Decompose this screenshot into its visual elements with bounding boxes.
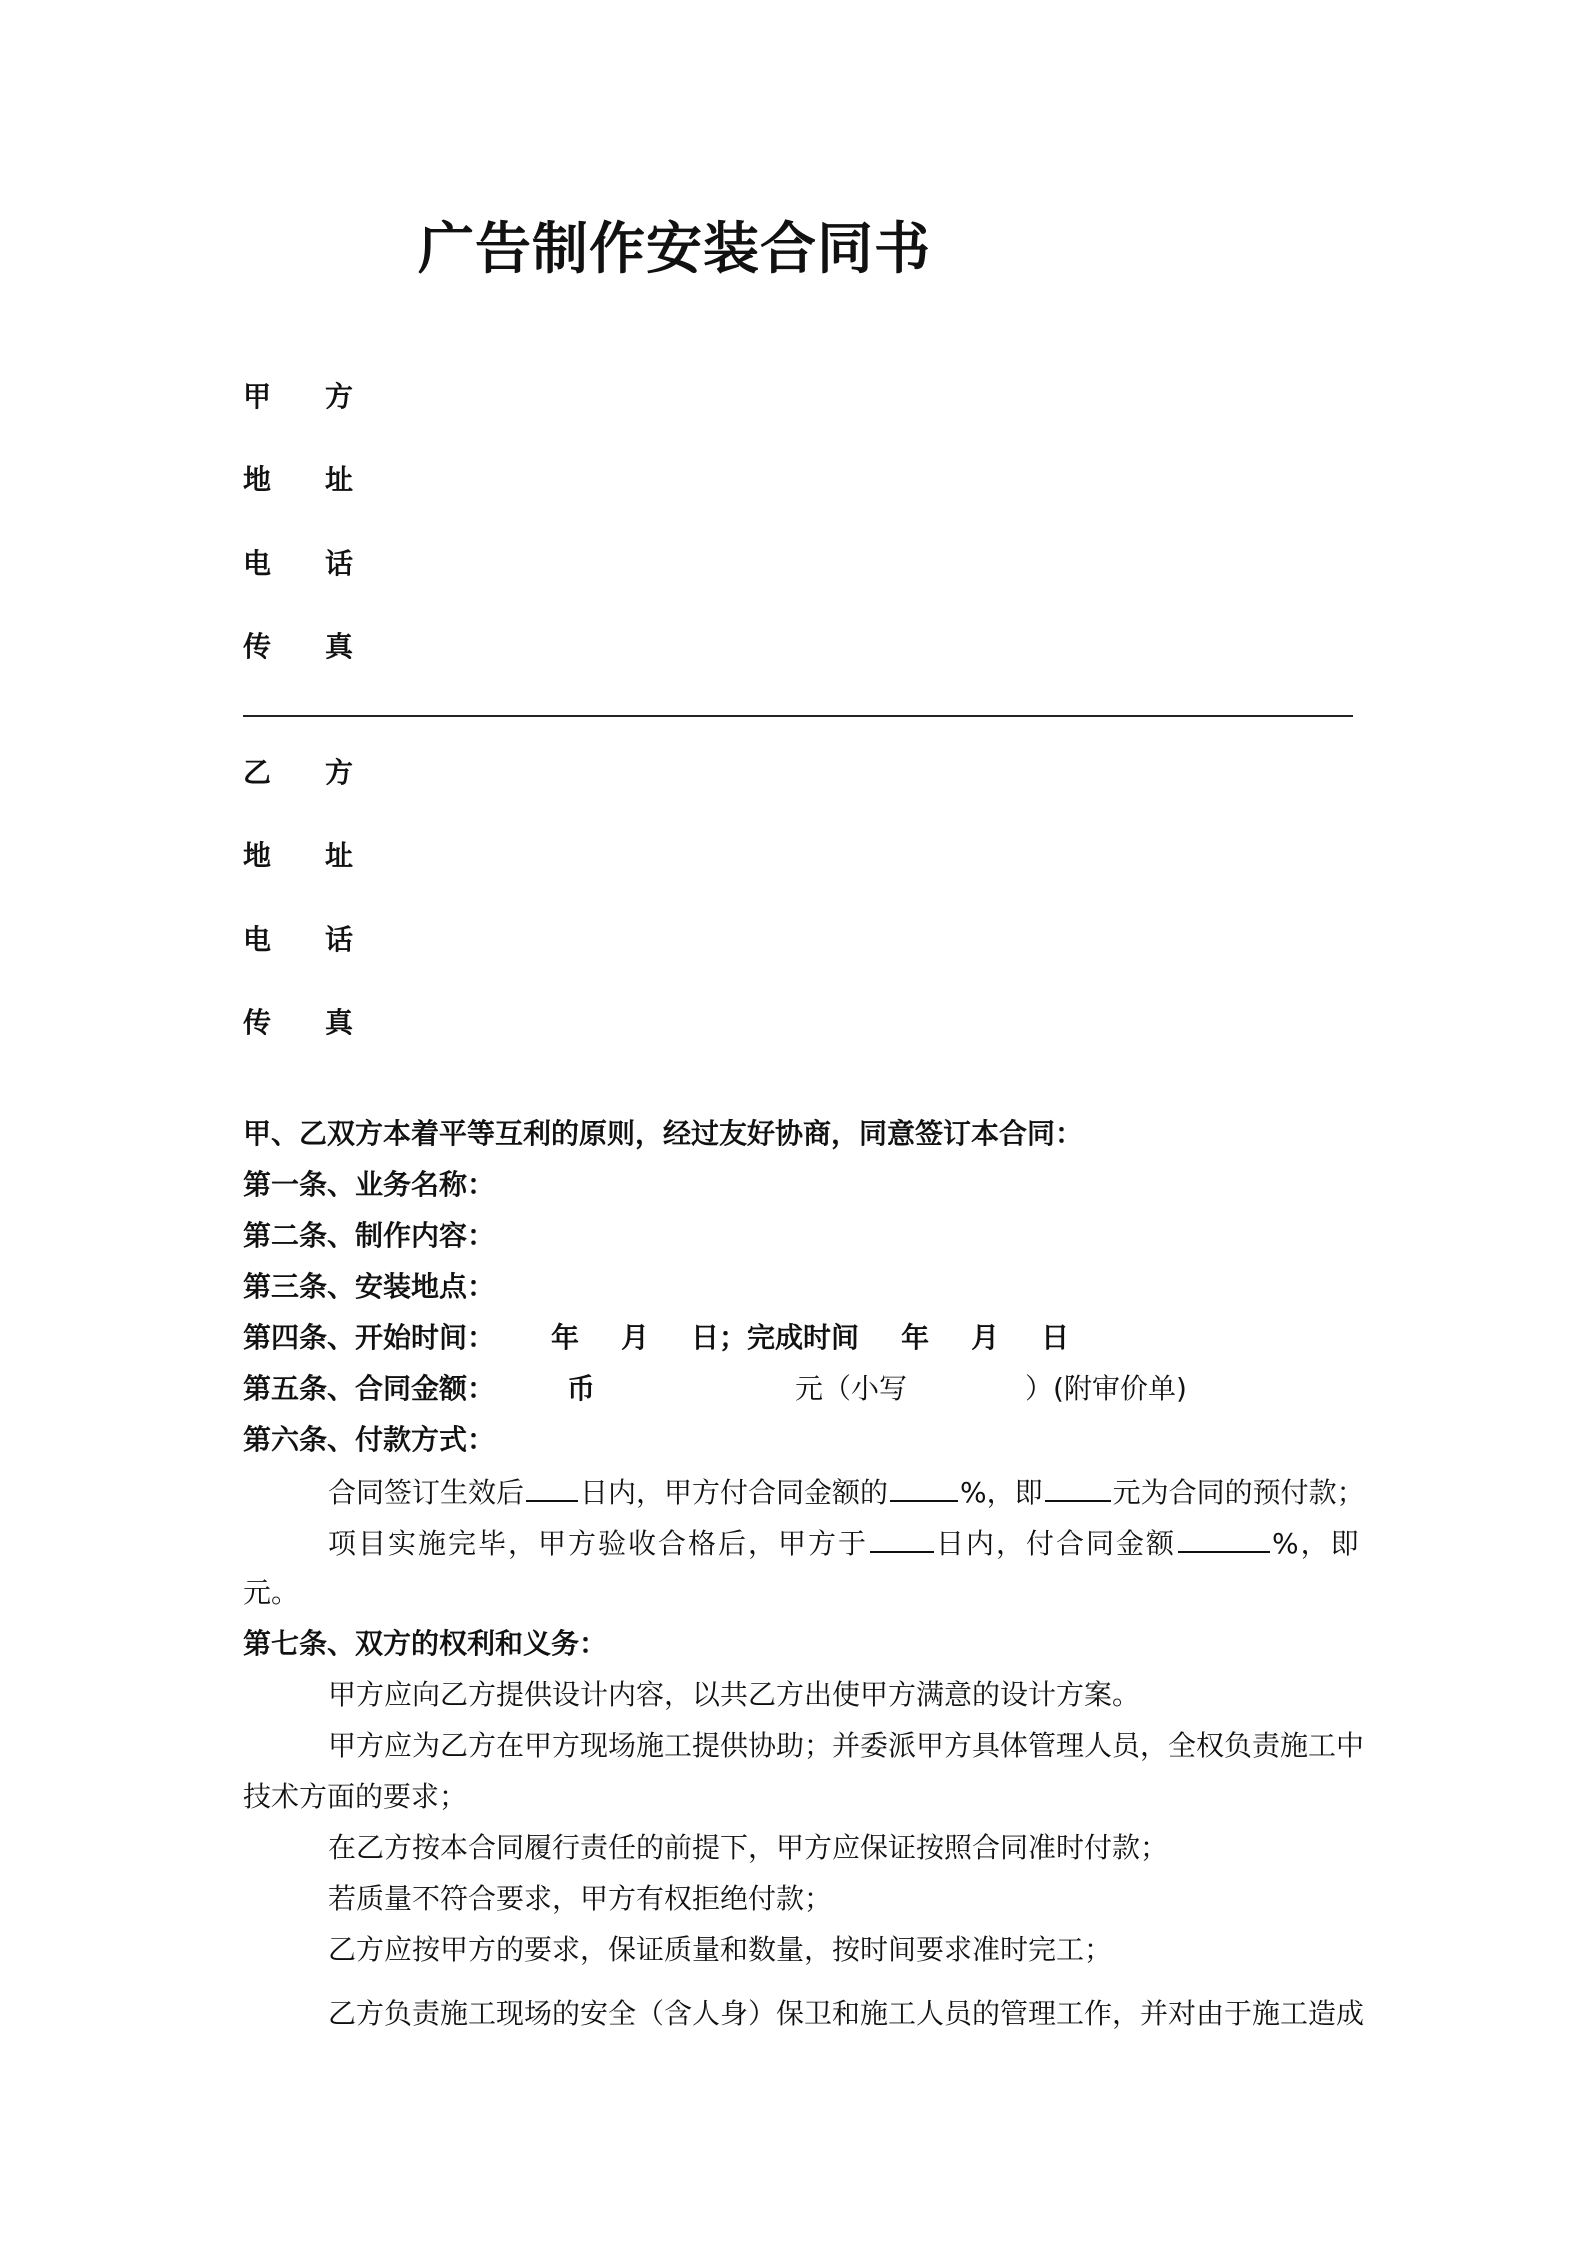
- obligation-item-cont: 技术方面的要求；: [243, 1780, 468, 1813]
- article-3: 第三条、安装地点：: [243, 1270, 496, 1303]
- article-2: 第二条、制作内容：: [243, 1219, 496, 1252]
- party-a-fax-label: [243, 627, 353, 667]
- label-char: 址: [325, 839, 354, 872]
- obligation-item: 若质量不符合要求，甲方有权拒绝付款；: [328, 1882, 833, 1915]
- start-day-end-label: 日；完成时间: [691, 1321, 860, 1354]
- article-4: [243, 1317, 1069, 1359]
- label-char: 甲: [243, 380, 272, 413]
- article-4-label: 第四条、开始时间：: [243, 1321, 496, 1354]
- party-b-address-label: [243, 836, 353, 876]
- end-day: 日: [1041, 1321, 1070, 1354]
- text: 项目实施完毕，甲方验收合格后，甲方于: [328, 1527, 869, 1560]
- text: %，即: [960, 1476, 1043, 1509]
- party-b-fax-label: [243, 1003, 353, 1043]
- label-char: 方: [325, 756, 354, 789]
- text: 元为合同的预付款；: [1112, 1476, 1365, 1509]
- obligation-item: 甲方应为乙方在甲方现场施工提供协助；并委派甲方具体管理人员，全权负责施工中: [328, 1729, 1365, 1762]
- party-a-address-label: [243, 460, 353, 500]
- payment-clause-2-cont: 元。: [243, 1576, 300, 1609]
- article-7: 第七条、双方的权利和义务：: [243, 1627, 608, 1660]
- days-blank[interactable]: [526, 1470, 578, 1502]
- amount-small-label: 元（小写: [795, 1372, 908, 1405]
- party-b-phone-label: [243, 920, 353, 960]
- label-char: 地: [243, 463, 272, 496]
- label-char: 真: [325, 1006, 354, 1039]
- end-month: 月: [971, 1321, 1000, 1354]
- start-month: 月: [621, 1321, 650, 1354]
- label-char: 真: [325, 630, 354, 663]
- currency-label: 币: [567, 1372, 596, 1405]
- label-char: 传: [243, 630, 272, 663]
- obligation-item: 在乙方按本合同履行责任的前提下，甲方应保证按照合同准时付款；: [328, 1831, 1169, 1864]
- label-char: 地: [243, 839, 272, 872]
- label-char: 址: [325, 463, 354, 496]
- days-blank[interactable]: [870, 1521, 934, 1553]
- percent-blank[interactable]: [1178, 1521, 1270, 1553]
- label-char: 乙: [243, 756, 272, 789]
- text: 合同签订生效后: [328, 1476, 525, 1509]
- percent-blank[interactable]: [890, 1470, 958, 1502]
- label-char: 电: [243, 923, 272, 956]
- label-char: 方: [325, 380, 354, 413]
- article-6: 第六条、付款方式：: [243, 1423, 496, 1456]
- obligation-item: 乙方负责施工现场的安全（含人身）保卫和施工人员的管理工作，并对由于施工造成: [328, 1997, 1365, 2030]
- label-char: 传: [243, 1006, 272, 1039]
- label-char: 电: [243, 547, 272, 580]
- start-year: 年: [551, 1321, 580, 1354]
- article-5: [243, 1368, 1187, 1410]
- obligation-item: 乙方应按甲方的要求，保证质量和数量，按时间要求准时完工；: [328, 1933, 1113, 1966]
- payment-clause-2: [328, 1521, 1361, 1563]
- article-5-label: 第五条、合同金额：: [243, 1372, 496, 1405]
- party-a-name-label: [243, 377, 353, 417]
- payment-clause-1: [328, 1470, 1365, 1512]
- end-year: 年: [901, 1321, 930, 1354]
- text: 日内，甲方付合同金额的: [580, 1476, 889, 1509]
- label-char: 话: [325, 923, 354, 956]
- amount-blank[interactable]: [1045, 1470, 1111, 1502]
- obligation-item: 甲方应向乙方提供设计内容，以共乙方出使甲方满意的设计方案。: [328, 1678, 1141, 1711]
- attachment-note: ）(附审价单): [1025, 1372, 1187, 1405]
- party-divider: [243, 715, 1353, 717]
- contract-title: 广告制作安装合同书: [418, 217, 931, 282]
- label-char: 话: [325, 547, 354, 580]
- text: %，即: [1272, 1527, 1361, 1560]
- text: 日内，付合同金额: [936, 1527, 1177, 1560]
- party-b-name-label: [243, 753, 353, 793]
- party-a-phone-label: [243, 544, 353, 584]
- article-1: 第一条、业务名称：: [243, 1168, 496, 1201]
- intro-text: 甲、乙双方本着平等互利的原则，经过友好协商，同意签订本合同：: [243, 1117, 1084, 1150]
